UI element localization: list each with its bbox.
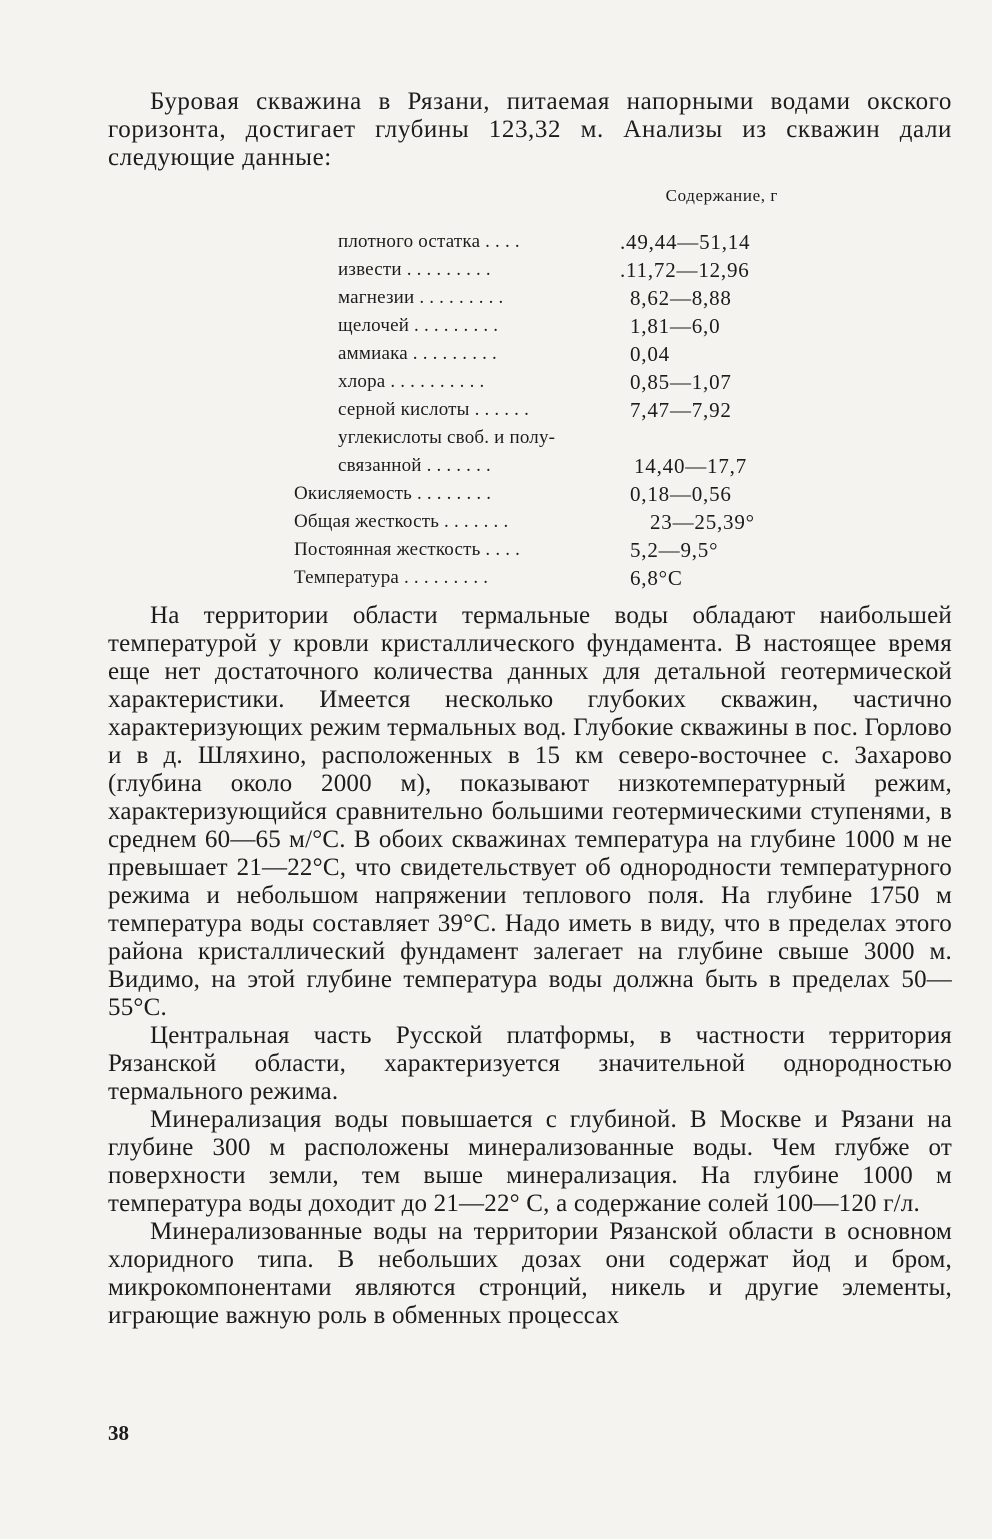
row-label: извести . . . . . . . . . [338,259,491,280]
table-row [338,342,670,366]
table-row [338,426,555,450]
row-value: 14,40—17,7 [634,454,747,478]
table-row [294,510,755,534]
page-body [108,88,952,590]
body-text [108,602,952,1330]
row-label: углекислоты своб. и полу- [338,427,556,448]
row-value: .49,44—51,14 [620,230,751,254]
intro-paragraph: Буровая скважина в Рязани, питаемая напорными водами окского горизонта, достигает глубины 123,32 м. Анализы из скважин дали следующие данные: [108,88,952,171]
paragraph-thermal: На территории области термальные воды обладают наибольшей температурой у кровли кристаллического фундамента. В настоящее время еще нет достаточного количества данных для детальной геотермической характеристики. Имеется несколько глубоких скважин, частично характеризующих режим термальных вод. Глубокие скважины в пос. Горлово и в д. Шляхино, расположенных в 15 км северо-восточнее с. Захарово (глубина около 2000 м), показывают низкотемпературный режим, характеризующийся сравнительно большими геотермическими ступенями, в среднем 60—65 м/°С. В обоих скважинах температура на глубине 1000 м не превышает 21—22°С, что свидетельствует об однородности температурного режима и небольшом напряжении теплового поля. На глубине 1750 м температура воды составляет 39°С. Надо иметь в виду, что в пределах этого района кристаллический фундамент залегает на глубине свыше 3000 м. Видимо, на этой глубине температура воды должна быть в пределах 50—55°С. [108,602,952,1021]
table-row [338,314,721,338]
row-label: плотного остатка . . . . [338,231,520,252]
table-row [338,370,732,394]
paragraph-platform: Центральная часть Русской платформы, в частности территория Рязанской области, характеризуется значительной однородностью термального режима. [108,1022,952,1105]
table-row [294,566,683,590]
row-value: 6,8°С [630,566,683,590]
row-label: Окисляемость . . . . . . . . [294,483,492,504]
table-row [338,454,747,478]
row-label: щелочей . . . . . . . . . [338,315,499,336]
row-label: связанной . . . . . . . [338,455,491,476]
row-label: хлора . . . . . . . . . . [338,371,485,392]
row-value: 0,18—0,56 [630,482,732,506]
row-value: 8,62—8,88 [630,286,732,310]
row-value: 0,04 [630,342,670,366]
row-value: .11,72—12,96 [620,258,750,282]
row-label: аммиака . . . . . . . . . [338,343,497,364]
table-row [294,482,732,506]
row-label: Температура . . . . . . . . . [294,567,489,588]
table-row [294,538,719,562]
analysis-table [108,178,952,590]
row-label: Постоянная жесткость . . . . [294,539,521,560]
row-label: серной кислоты . . . . . . [338,399,530,420]
row-value: 0,85—1,07 [630,370,732,394]
row-value: 1,81—6,0 [630,314,721,338]
paragraph-chloride: Минерализованные воды на территории Рязанской области в основном хлоридного типа. В небольших дозах они содержат йод и бром, микрокомпонентами являются стронций, никель и другие элементы, играющие важную роль в обменных процессах [108,1218,952,1329]
row-value: 7,47—7,92 [630,398,732,422]
row-value: 23—25,39° [650,510,755,534]
row-label: магнезии . . . . . . . . . [338,287,504,308]
table-header: Содержание, г [665,186,778,205]
page-number: 38 [108,1421,129,1445]
row-value: 5,2—9,5° [630,538,719,562]
table-row [338,398,732,422]
row-label: Общая жесткость . . . . . . . [294,511,509,532]
table-row [338,230,751,254]
paragraph-mineralization: Минерализация воды повышается с глубиной. В Москве и Рязани на глубине 300 м расположены минерализованные воды. Чем глубже от поверхности земли, тем выше минерализация. На глубине 1000 м температура воды доходит до 21—22° С, а содержание солей 100—120 г/л. [108,1106,952,1217]
table-row [338,286,732,310]
table-row [338,258,750,282]
